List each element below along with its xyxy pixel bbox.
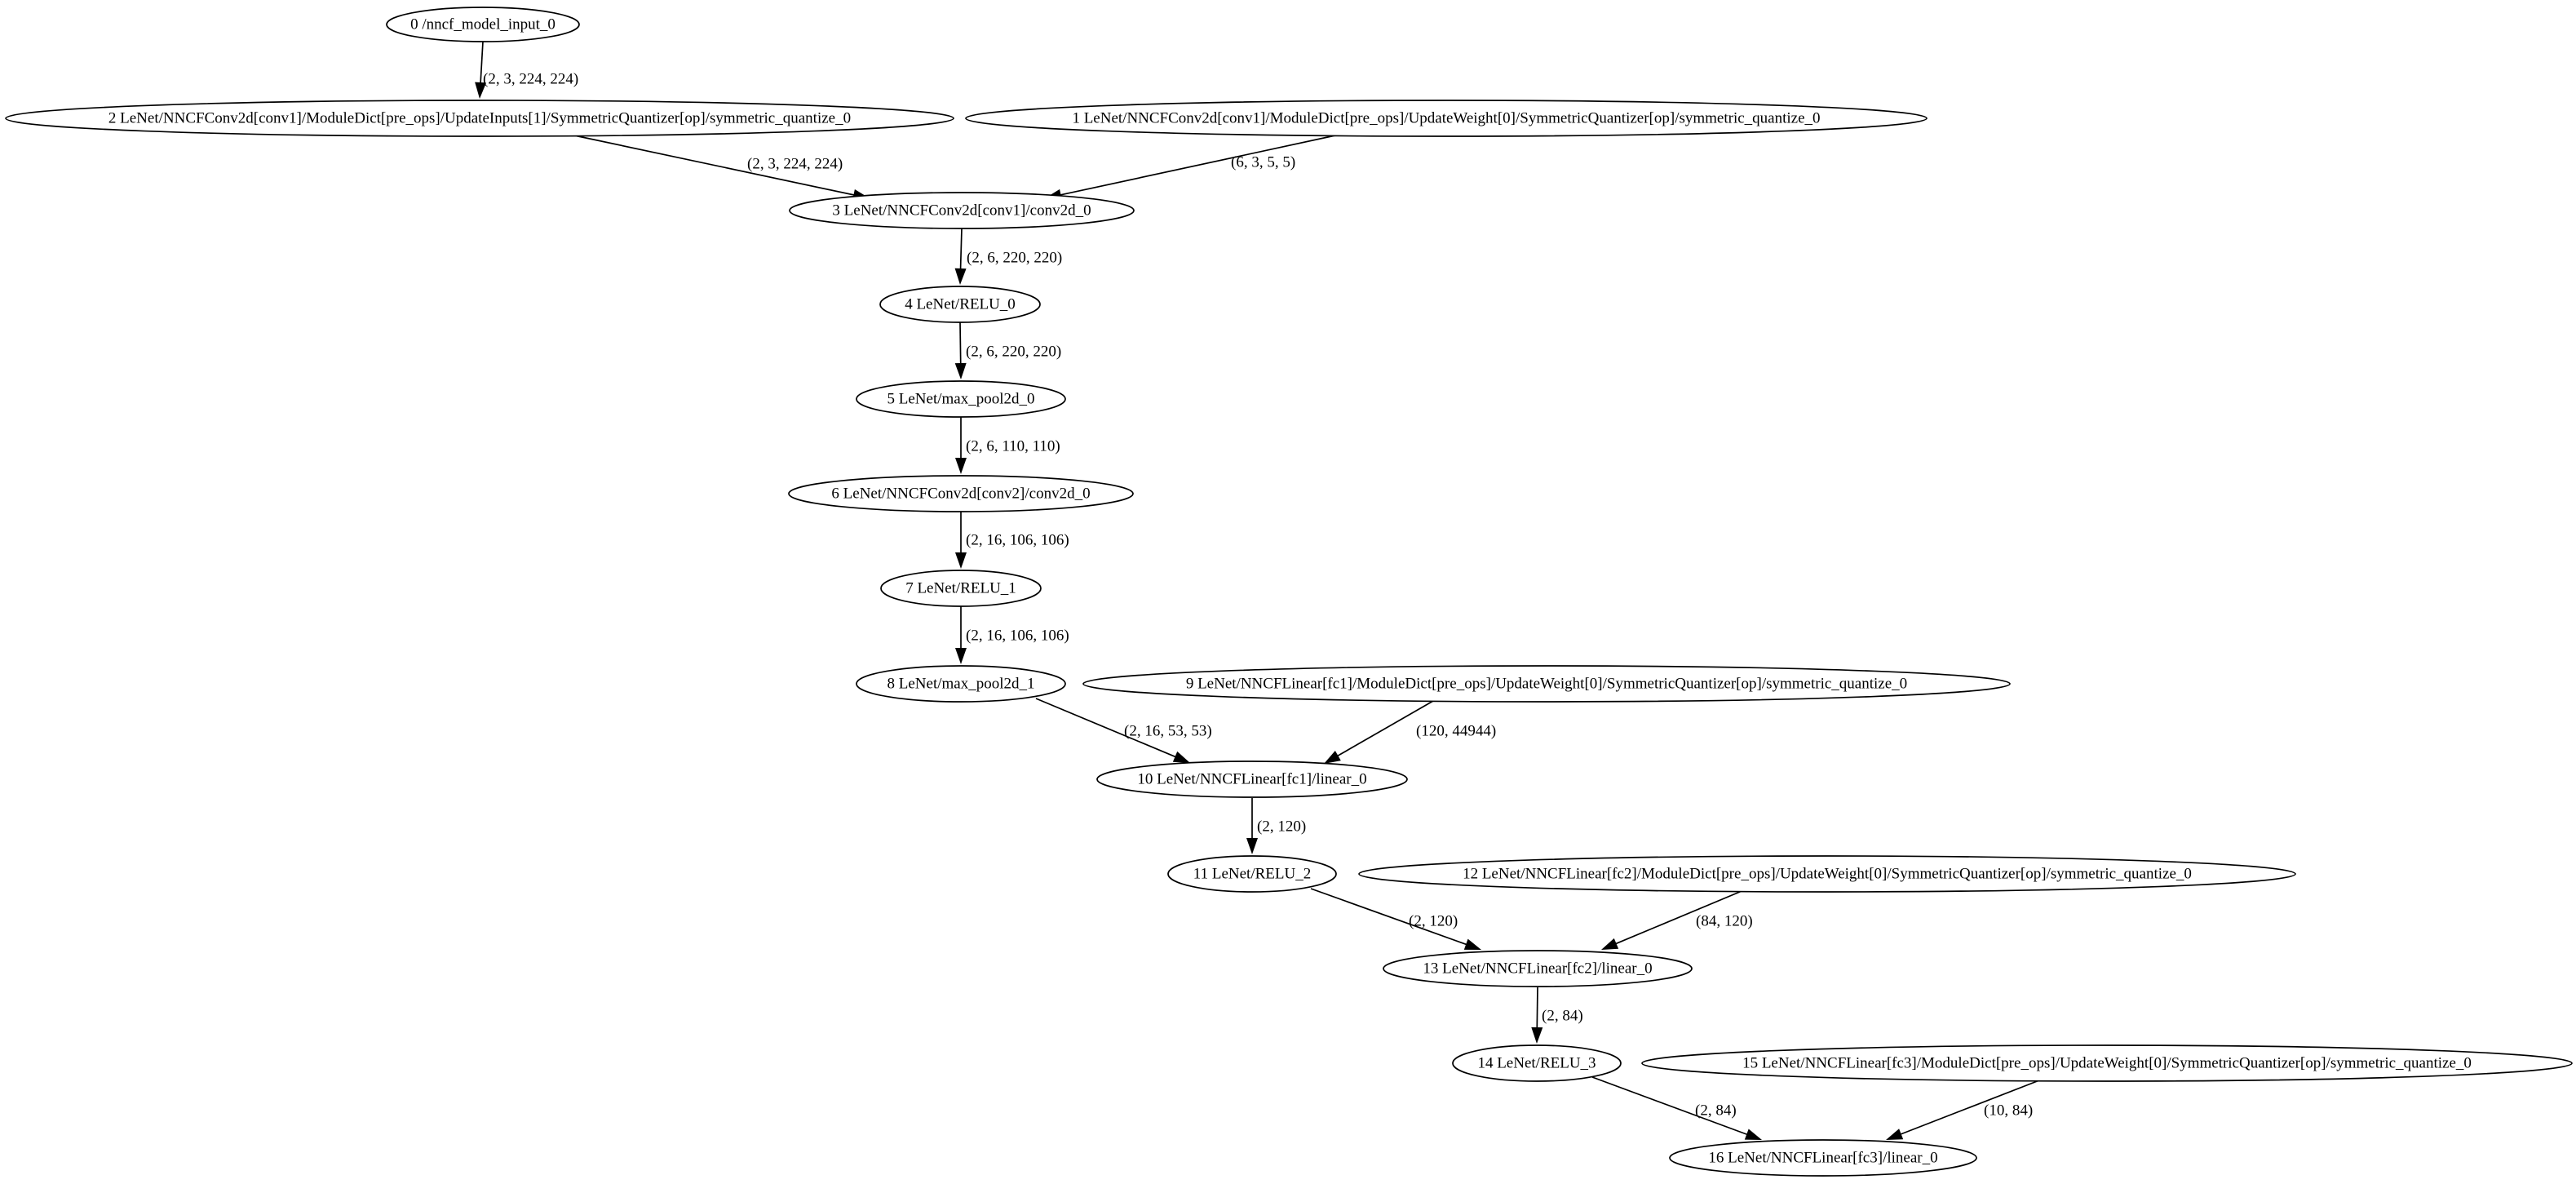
node-label: 13 LeNet/NNCFLinear[fc2]/linear_0 <box>1423 960 1653 978</box>
graph-edge-1-3 <box>1045 135 1335 201</box>
graph-edge-6-7 <box>955 512 1069 569</box>
node-label: 0 /nncf_model_input_0 <box>410 16 555 33</box>
edge-shape-label: (2, 120) <box>1409 912 1458 930</box>
edge-line <box>961 228 962 270</box>
edge-shape-label: (6, 3, 5, 5) <box>1231 153 1296 171</box>
edge-shape-label: (2, 84) <box>1542 1007 1583 1025</box>
node-label: 9 LeNet/NNCFLinear[fc1]/ModuleDict[pre_ops]/UpdateWeight[0]/SymmetricQuantizer[op]/symmetric_quantize_0 <box>1185 675 1908 693</box>
graph-edge-5-6 <box>955 417 1060 474</box>
edge-arrowhead-icon <box>955 648 967 664</box>
node-label: 6 LeNet/NNCFConv2d[conv2]/conv2d_0 <box>831 485 1091 503</box>
graph-node-16 <box>1670 1140 1976 1176</box>
graph-node-5 <box>856 381 1065 417</box>
graph-node-14 <box>1453 1045 1621 1081</box>
node-label: 11 LeNet/RELU_2 <box>1193 865 1312 883</box>
node-label: 15 LeNet/NNCFLinear[fc3]/ModuleDict[pre_ops]/UpdateWeight[0]/SymmetricQuantizer[op]/symmetric_quantize_0 <box>1742 1054 2472 1072</box>
graph-node-15 <box>1642 1045 2572 1081</box>
edge-shape-label: (2, 3, 224, 224) <box>747 155 843 173</box>
edge-shape-label: (10, 84) <box>1984 1102 2034 1120</box>
graph-node-7 <box>881 570 1041 606</box>
edge-arrowhead-icon <box>1601 938 1618 950</box>
edge-shape-label: (2, 6, 220, 220) <box>967 249 1063 267</box>
node-label: 4 LeNet/RELU_0 <box>905 295 1016 313</box>
graph-node-0 <box>387 7 579 42</box>
edge-shape-label: (2, 6, 110, 110) <box>966 437 1060 455</box>
edge-shape-label: (84, 120) <box>1696 912 1753 930</box>
edge-shape-label: (2, 3, 224, 224) <box>483 70 579 88</box>
edge-arrowhead-icon <box>955 363 967 379</box>
graph-node-12 <box>1359 856 2295 892</box>
node-label: 3 LeNet/NNCFConv2d[conv1]/conv2d_0 <box>832 202 1091 220</box>
node-label: 14 LeNet/RELU_3 <box>1477 1054 1596 1072</box>
edge-line <box>1537 987 1538 1029</box>
graph-edge-3-4 <box>955 228 1063 285</box>
graph-edge-0-2 <box>475 42 578 99</box>
edge-shape-label: (2, 6, 220, 220) <box>966 343 1062 361</box>
graph-edge-14-16 <box>1592 1077 1762 1140</box>
graph-edge-12-13 <box>1601 889 1753 950</box>
edge-shape-label: (2, 16, 53, 53) <box>1124 722 1212 740</box>
edge-arrowhead-icon <box>1531 1027 1543 1044</box>
edge-arrowhead-icon <box>1324 751 1341 764</box>
node-label: 2 LeNet/NNCFConv2d[conv1]/ModuleDict[pre_ops]/UpdateInputs[1]/SymmetricQuantizer[op]/symmetric_quantize_0 <box>108 109 852 127</box>
graph-node-6 <box>789 476 1133 512</box>
graph-edge-7-8 <box>955 606 1069 664</box>
node-label: 7 LeNet/RELU_1 <box>905 579 1016 597</box>
graph-node-9 <box>1083 666 2010 702</box>
graph-edge-11-13 <box>1311 889 1481 950</box>
edge-shape-label: (120, 44944) <box>1416 722 1497 740</box>
graph-node-3 <box>790 193 1134 228</box>
node-label: 16 LeNet/NNCFLinear[fc3]/linear_0 <box>1708 1149 1938 1167</box>
edge-arrowhead-icon <box>955 458 967 474</box>
node-label: 8 LeNet/max_pool2d_1 <box>887 675 1035 693</box>
edge-arrowhead-icon <box>1246 838 1258 854</box>
graph-edge-4-5 <box>955 322 1061 379</box>
edge-arrowhead-icon <box>1464 939 1481 950</box>
graph-edge-15-16 <box>1886 1080 2039 1140</box>
edge-arrowhead-icon <box>1886 1129 1903 1140</box>
edge-line <box>960 322 961 365</box>
graph-node-10 <box>1097 761 1407 797</box>
edge-shape-label: (2, 120) <box>1257 818 1307 836</box>
graph-node-2 <box>6 100 954 136</box>
graph-edge-8-10 <box>1036 698 1212 763</box>
edge-shape-label: (2, 16, 106, 106) <box>966 531 1069 549</box>
graph-node-11 <box>1168 856 1336 892</box>
node-label: 5 LeNet/max_pool2d_0 <box>887 390 1035 408</box>
node-label: 1 LeNet/NNCFConv2d[conv1]/ModuleDict[pre_ops]/UpdateWeight[0]/SymmetricQuantizer[op]/symmetric_quantize_0 <box>1072 109 1821 127</box>
edge-arrowhead-icon <box>1173 752 1190 763</box>
graph-node-13 <box>1383 951 1692 987</box>
graph-node-8 <box>856 666 1065 702</box>
graph-edge-2-3 <box>574 135 870 201</box>
graph-edge-10-11 <box>1246 798 1306 854</box>
graph-edge-13-14 <box>1531 987 1582 1044</box>
edge-arrowhead-icon <box>955 552 967 569</box>
edge-shape-label: (2, 84) <box>1695 1102 1737 1120</box>
graph-node-1 <box>966 100 1927 136</box>
edge-shape-label: (2, 16, 106, 106) <box>966 627 1069 645</box>
edge-arrowhead-icon <box>955 268 967 285</box>
edge-arrowhead-icon <box>1745 1129 1762 1140</box>
graph-node-4 <box>880 286 1040 322</box>
graph-edge-9-10 <box>1324 701 1496 764</box>
node-label: 12 LeNet/NNCFLinear[fc2]/ModuleDict[pre_ops]/UpdateWeight[0]/SymmetricQuantizer[op]/symmetric_quantize_0 <box>1463 865 2192 883</box>
node-label: 10 LeNet/NNCFLinear[fc1]/linear_0 <box>1137 770 1367 788</box>
